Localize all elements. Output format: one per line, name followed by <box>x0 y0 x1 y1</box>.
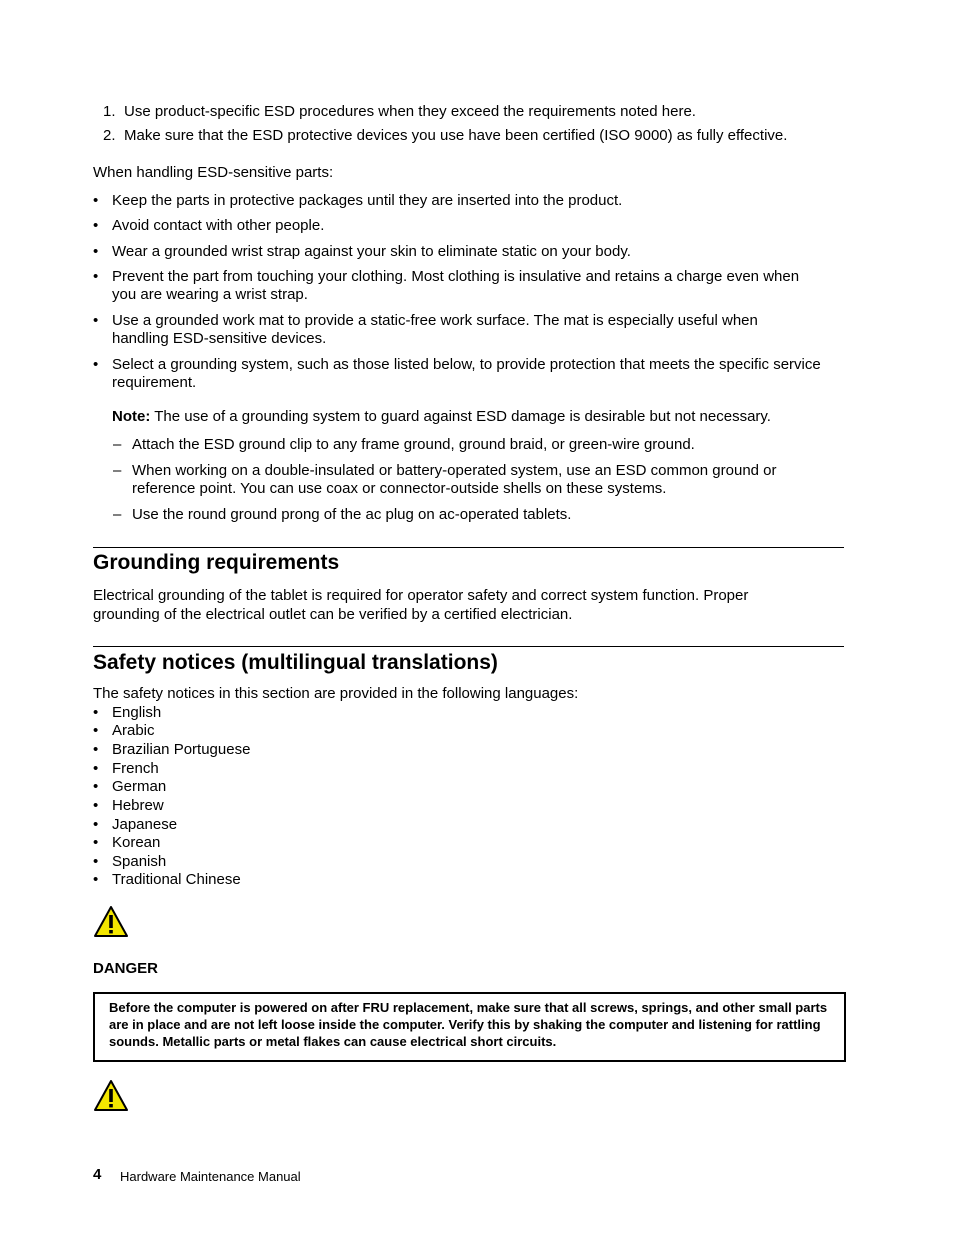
list-item: Traditional Chinese <box>112 871 241 888</box>
list-item: Use a grounded work mat to provide a static-free work surface. The mat is especially useful when handling ESD-sensitive devices. <box>112 312 758 347</box>
list-number: 2. <box>103 127 116 144</box>
list-item: Select a grounding system, such as those listed below, to provide protection that meets the specific service requirement. <box>112 356 821 391</box>
list-item: Hebrew <box>112 797 164 814</box>
section-rule <box>93 547 844 548</box>
list-item: Keep the parts in protective packages until they are inserted into the product. <box>112 192 623 209</box>
bullet: • <box>93 853 99 870</box>
list-item: Japanese <box>112 816 178 833</box>
page-number: 4 <box>93 1166 102 1183</box>
dash-marker: – <box>113 506 122 523</box>
grounding-text: Electrical grounding of the tablet is required for operator safety and correct system function. Proper grounding of the electrical outlet can be verified by a certified electrician. <box>93 587 749 623</box>
bullet: • <box>93 760 99 777</box>
section-heading: Safety notices (multilingual translations) <box>93 651 498 674</box>
bullet: • <box>93 356 99 373</box>
danger-box <box>93 992 846 1062</box>
list-item: French <box>112 760 159 777</box>
bullet: • <box>93 722 99 739</box>
list-item: Attach the ESD ground clip to any frame ground, ground braid, or green-wire ground. <box>132 436 695 453</box>
list-item: Brazilian Portuguese <box>112 741 251 758</box>
handling-intro: When handling ESD-sensitive parts: <box>93 164 334 181</box>
bullet: • <box>93 268 99 285</box>
note-label: Note: <box>112 408 151 425</box>
bullet: • <box>93 797 99 814</box>
list-item: Korean <box>112 834 161 851</box>
bullet: • <box>93 192 99 209</box>
bullet: • <box>93 243 99 260</box>
warning-triangle-icon <box>93 1079 129 1112</box>
list-item: Spanish <box>112 853 167 870</box>
list-item: English <box>112 704 162 721</box>
list-item: Prevent the part from touching your clothing. Most clothing is insulative and retains a charge even when you are wearing a wrist strap. <box>112 268 800 303</box>
section-rule <box>93 646 844 647</box>
danger-text: Before the computer is powered on after FRU replacement, make sure that all screws, springs, and other small parts are in place and are not left loose inside the computer. Verify this by shaking the computer and listening for rattling sounds. Metallic parts or metal flakes can cause electrical short circuits. <box>109 1000 828 1049</box>
note <box>112 408 832 426</box>
bullet: • <box>93 704 99 721</box>
footer-title: Hardware Maintenance Manual <box>120 1169 301 1184</box>
bullet: • <box>93 834 99 851</box>
bullet: • <box>93 778 99 795</box>
dash-marker: – <box>113 462 122 479</box>
warning-triangle-icon <box>93 905 129 938</box>
bullet: • <box>93 741 99 758</box>
list-item: Avoid contact with other people. <box>112 217 325 234</box>
list-item: Arabic <box>112 722 155 739</box>
section-heading: Grounding requirements <box>93 551 340 574</box>
list-item: Wear a grounded wrist strap against your skin to eliminate static on your body. <box>112 243 631 260</box>
list-item: German <box>112 778 167 795</box>
list-item: When working on a double-insulated or battery-operated system, use an ESD common ground or reference point. You can use coax or connector-outside shells on these systems. <box>132 462 777 497</box>
numbered-item: Use product-specific ESD procedures when they exceed the requirements noted here. <box>124 103 696 120</box>
bullet: • <box>93 816 99 833</box>
bullet: • <box>93 217 99 234</box>
list-item: Use the round ground prong of the ac plug on ac-operated tablets. <box>132 506 572 523</box>
bullet: • <box>93 312 99 329</box>
danger-label: DANGER <box>93 960 159 977</box>
bullet: • <box>93 871 99 888</box>
safety-intro: The safety notices in this section are provided in the following languages: <box>93 685 579 702</box>
numbered-item: Make sure that the ESD protective devices you use have been certified (ISO 9000) as fully effective. <box>124 127 788 144</box>
note-text: The use of a grounding system to guard against ESD damage is desirable but not necessary. <box>154 408 771 425</box>
dash-marker: – <box>113 436 122 453</box>
list-number: 1. <box>103 103 116 120</box>
